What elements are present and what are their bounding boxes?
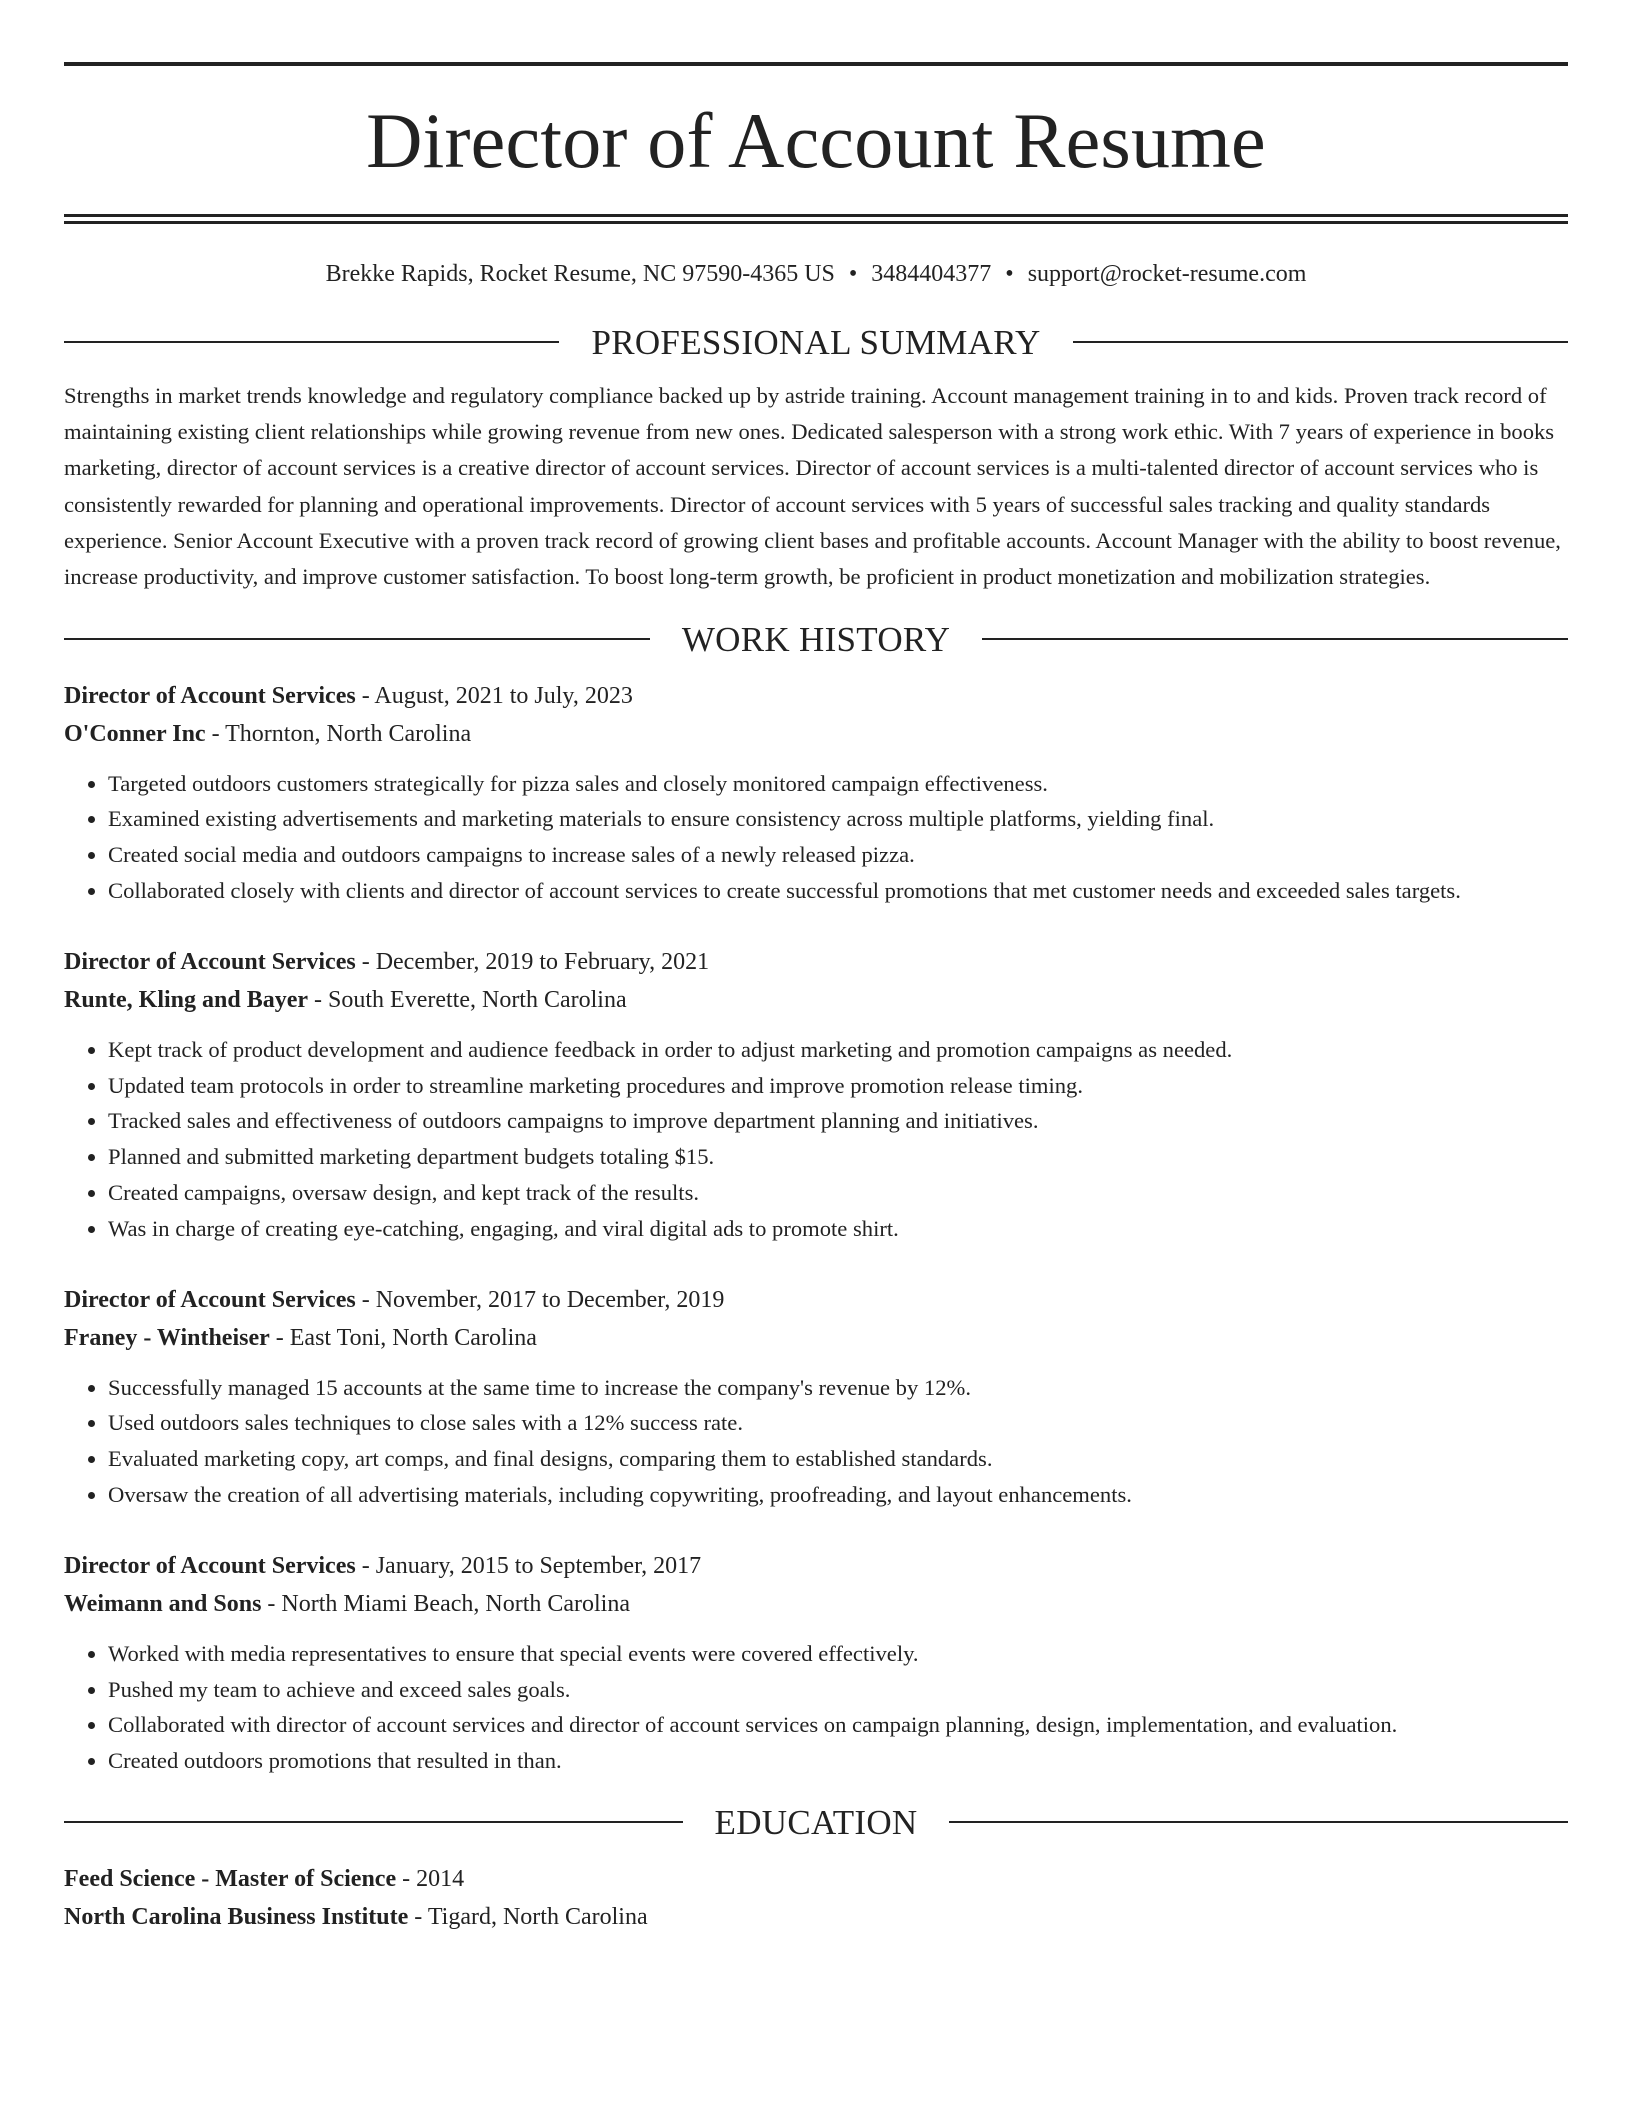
summary-heading: PROFESSIONAL SUMMARY	[591, 322, 1041, 362]
job-title: Director of Account Services	[64, 682, 356, 709]
job-entry	[64, 1547, 1568, 1779]
heading-rule-left	[64, 638, 650, 640]
job-bullet: • Was in charge of creating eye-catching, engaging, and viral digital ads to promote shirt.	[108, 1211, 1568, 1247]
title-double-rule	[64, 214, 1568, 224]
job-location: - North Miami Beach, North Carolina	[261, 1591, 630, 1618]
top-rule	[64, 62, 1568, 66]
job-bullet: • Worked with media representatives to ensure that special events were covered effectively.	[108, 1636, 1568, 1672]
education-section-heading	[64, 1802, 1568, 1842]
job-title: Director of Account Services	[64, 1286, 356, 1313]
job-title-line	[64, 677, 1568, 716]
job-bullet: • Created outdoors promotions that resulted in than.	[108, 1743, 1568, 1779]
job-location: - East Toni, North Carolina	[269, 1325, 537, 1352]
contact-separator: •	[848, 261, 858, 287]
job-company-line	[64, 1585, 1568, 1624]
job-bullets	[64, 766, 1568, 909]
job-bullet: • Updated team protocols in order to streamline marketing procedures and improve promotion release timing.	[108, 1068, 1568, 1104]
job-entry	[64, 1281, 1568, 1513]
job-dates: - November, 2017 to December, 2019	[355, 1286, 725, 1313]
heading-rule-right	[1073, 341, 1568, 343]
job-bullet: • Pushed my team to achieve and exceed sales goals.	[108, 1672, 1568, 1708]
education-year: - 2014	[396, 1865, 465, 1892]
job-dates: - January, 2015 to September, 2017	[355, 1552, 702, 1579]
job-company-line	[64, 981, 1568, 1020]
heading-rule-right	[949, 1821, 1568, 1823]
job-title: Director of Account Services	[64, 948, 356, 975]
heading-rule-left	[64, 341, 559, 343]
contact-phone: 3484404377	[871, 261, 992, 287]
job-bullets	[64, 1636, 1568, 1779]
contact-email[interactable]: support@rocket-resume.com	[1027, 261, 1307, 287]
job-bullet: • Oversaw the creation of all advertising materials, including copywriting, proofreading, and layout enhancements.	[108, 1477, 1568, 1513]
education-degree-line	[64, 1860, 1568, 1899]
summary-section-heading	[64, 322, 1568, 362]
job-bullet: • Used outdoors sales techniques to close sales with a 12% success rate.	[108, 1405, 1568, 1441]
resume-title: Director of Account Resume	[366, 97, 1266, 184]
summary-text: Strengths in market trends knowledge and regulatory compliance backed up by astride training. Account management training in to and kids. Proven track record of maintaining existing client relationships while growing revenue from new ones. Dedicated salesperson with a strong work ethic. With 7 years of experience in books marketing, director of account services is a creative director of account services. Director of account services is a multi-talented director of account services who is consistently rewarded for planning and operational improvements. Director of account services with 5 years of successful sales tracking and quality standards experience. Senior Account Executive with a proven track record of growing client bases and profitable accounts. Account Manager with the ability to boost revenue, increase productivity, and improve customer satisfaction. To boost long-term growth, be proficient in product monetization and mobilization strategies.	[64, 382, 1561, 590]
job-bullet: • Created social media and outdoors campaigns to increase sales of a newly released pizza.	[108, 837, 1568, 873]
job-company: O'Conner Inc	[64, 721, 206, 748]
job-title-line	[64, 1547, 1568, 1586]
job-entry	[64, 943, 1568, 1247]
job-bullet: • Created campaigns, oversaw design, and kept track of the results.	[108, 1175, 1568, 1211]
job-bullet: • Successfully managed 15 accounts at the same time to increase the company's revenue by 12%.	[108, 1370, 1568, 1406]
education-school-line	[64, 1898, 1568, 1937]
job-company-line	[64, 1319, 1568, 1358]
job-bullets	[64, 1032, 1568, 1247]
job-bullet: • Targeted outdoors customers strategically for pizza sales and closely monitored campaign effectiveness.	[108, 766, 1568, 802]
education-location: - Tigard, North Carolina	[408, 1904, 648, 1931]
job-bullet: • Evaluated marketing copy, art comps, and final designs, comparing them to established standards.	[108, 1441, 1568, 1477]
contact-address: Brekke Rapids, Rocket Resume, NC 97590-4365 US	[325, 261, 835, 287]
job-location: - Thornton, North Carolina	[205, 721, 472, 748]
job-title-line	[64, 943, 1568, 982]
heading-rule-right	[982, 638, 1568, 640]
job-company: Runte, Kling and Bayer	[64, 987, 309, 1014]
heading-rule-left	[64, 1821, 683, 1823]
job-dates: - December, 2019 to February, 2021	[355, 948, 710, 975]
job-company: Franey - Wintheiser	[64, 1325, 270, 1352]
job-bullet: • Collaborated closely with clients and director of account services to create successful promotions that met customer needs and exceeded sales targets.	[108, 873, 1568, 909]
job-company: Weimann and Sons	[64, 1591, 262, 1618]
education-entry	[64, 1860, 1568, 1937]
contact-separator: •	[1005, 261, 1014, 287]
job-bullet: • Examined existing advertisements and marketing materials to ensure consistency across multiple platforms, yielding final.	[108, 801, 1568, 837]
education-heading: EDUCATION	[714, 1802, 918, 1842]
job-entry	[64, 677, 1568, 909]
job-bullets	[64, 1370, 1568, 1513]
job-bullet: • Planned and submitted marketing department budgets totaling $15.	[108, 1139, 1568, 1175]
education-degree: Feed Science - Master of Science	[64, 1865, 397, 1892]
job-title: Director of Account Services	[64, 1552, 356, 1579]
job-bullet: • Kept track of product development and audience feedback in order to adjust marketing and promotion campaigns as needed.	[108, 1032, 1568, 1068]
job-bullet: • Collaborated with director of account services and director of account services on campaign planning, design, implementation, and evaluation.	[108, 1707, 1568, 1743]
contact-line	[64, 260, 1568, 289]
job-title-line	[64, 1281, 1568, 1320]
job-bullet: • Tracked sales and effectiveness of outdoors campaigns to improve department planning and initiatives.	[108, 1103, 1568, 1139]
job-company-line	[64, 715, 1568, 754]
work-heading: WORK HISTORY	[681, 619, 951, 659]
job-dates: - August, 2021 to July, 2023	[355, 682, 633, 709]
work-section-heading	[64, 619, 1568, 659]
education-school: North Carolina Business Institute	[64, 1904, 409, 1931]
job-location: - South Everette, North Carolina	[308, 987, 627, 1014]
